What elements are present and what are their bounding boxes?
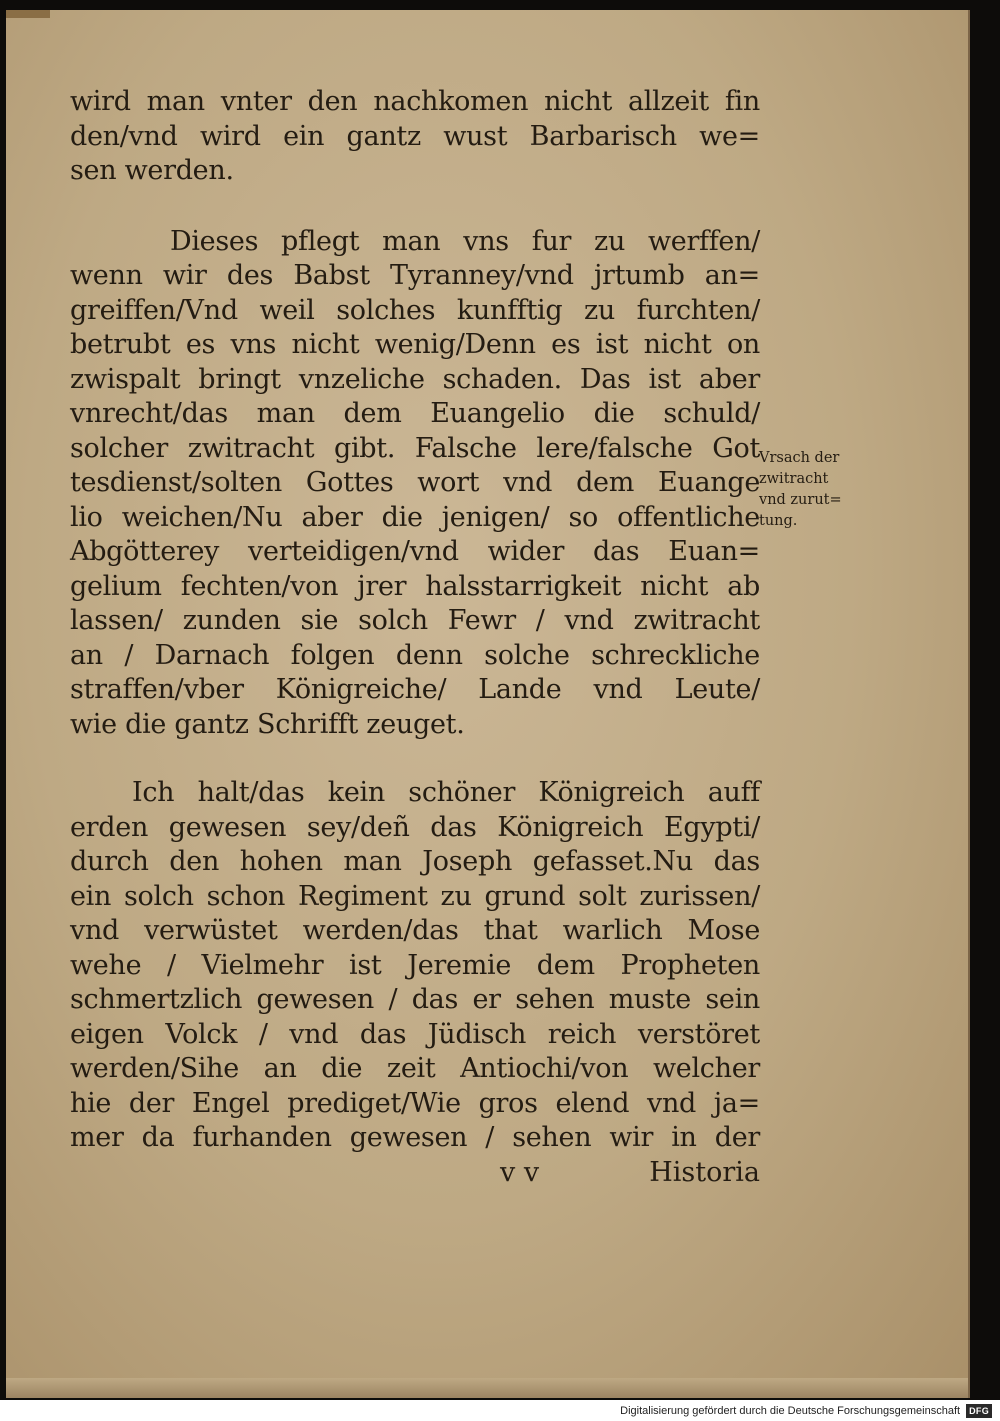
paragraph-1 <box>70 85 760 189</box>
marginal-note-line: Vrsach der <box>759 450 840 466</box>
text-line: betrubt es vns nicht wenig/Denn es ist nicht on <box>70 329 760 360</box>
text-line: vnd verwüstet werden/das that warlich Mose <box>70 915 760 946</box>
text-line: lio weichen/Nu aber die jenigen/ so offentliche <box>70 501 760 533</box>
marginal-note-line: zwitracht <box>759 471 829 487</box>
text-line: Dieses pflegt man vns fur zu werffen/ <box>170 225 760 257</box>
text-line: Ich halt/das kein schöner Königreich auff <box>132 777 760 808</box>
signature-mark: v v <box>500 1156 540 1188</box>
main-text <box>70 85 760 1190</box>
marginal-note <box>759 448 889 532</box>
text-line: den/vnd wird ein gantz wust Barbarisch we= <box>70 120 760 152</box>
text-line: wie die gantz Schrifft zeuget. <box>70 708 465 740</box>
digitization-footer <box>620 1402 992 1419</box>
paragraph-gap <box>70 189 760 225</box>
book-page <box>6 10 970 1398</box>
text-line: mer da furhanden gewesen / sehen wir in der <box>70 1122 760 1153</box>
text-line: greiffen/Vnd weil solches kunfftig zu furchten/ <box>70 294 760 326</box>
dfg-logo: DFG <box>966 1404 992 1418</box>
text-line: wird man vnter den nachkomen nicht allzeit fin <box>70 86 760 117</box>
text-line: an / Darnach folgen denn solche schreckliche <box>70 639 760 671</box>
paragraph-3 <box>70 776 760 1156</box>
text-line: schmertzlich gewesen / das er sehen muste sein <box>70 984 760 1015</box>
text-line: eigen Volck / vnd das Jüdisch reich verstöret <box>70 1018 760 1050</box>
text-line: vnrecht/das man dem Euangelio die schuld/ <box>70 398 760 429</box>
text-line: gelium fechten/von jrer halsstarrigkeit nicht ab <box>70 570 760 602</box>
text-line: erden gewesen sey/deñ das Königreich Egypti/ <box>70 811 760 843</box>
page-bottom-edge <box>6 1378 968 1398</box>
marginal-note-line: vnd zurut= <box>759 492 842 508</box>
paragraph-2 <box>70 225 760 743</box>
text-line: lassen/ zunden sie solch Fewr / vnd zwitracht <box>70 605 760 636</box>
text-line: sen werden. <box>70 155 234 186</box>
text-line: straffen/vber Königreiche/ Lande vnd Leute/ <box>70 674 760 705</box>
text-line: wenn wir des Babst Tyranney/vnd jrtumb an= <box>70 260 760 291</box>
text-line: ein solch schon Regiment zu grund solt zurissen/ <box>70 880 760 912</box>
catchword: Historia <box>649 1156 760 1188</box>
paragraph-gap <box>70 742 760 776</box>
page-corner-stain <box>6 10 50 18</box>
text-line: solcher zwitracht gibt. Falsche lere/falsche Got <box>70 432 760 464</box>
text-line: tesdienst/solten Gottes wort vnd dem Euange <box>70 467 760 498</box>
text-line: wehe / Vielmehr ist Jeremie dem Propheten <box>70 949 760 981</box>
page-foot-line <box>70 1156 760 1191</box>
text-line: werden/Sihe an die zeit Antiochi/von welcher <box>70 1053 760 1084</box>
text-line: hie der Engel prediget/Wie gros elend vnd ja= <box>70 1087 760 1119</box>
marginal-note-line: tung. <box>759 513 798 529</box>
text-line: durch den hohen man Joseph gefasset.Nu das <box>70 846 760 877</box>
text-line: Abgötterey verteidigen/vnd wider das Euan= <box>70 536 760 567</box>
text-line: zwispalt bringt vnzeliche schaden. Das ist aber <box>70 363 760 395</box>
funding-credit: Digitalisierung gefördert durch die Deutsche Forschungsgemeinschaft <box>620 1404 961 1417</box>
